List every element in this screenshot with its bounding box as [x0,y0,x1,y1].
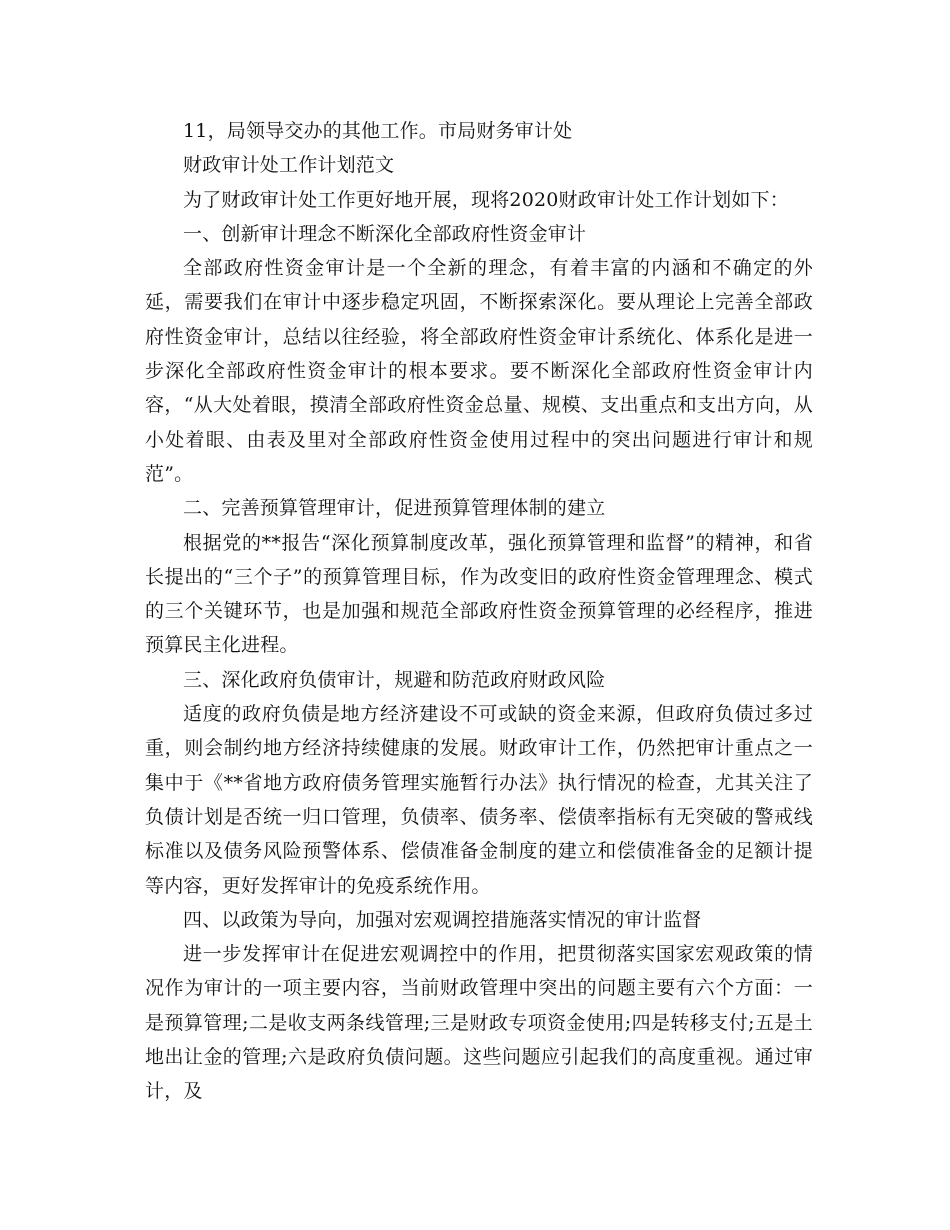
section-title: 财政审计处工作计划范文 [183,154,395,177]
document-body [145,114,813,1109]
heading-2: 二、完善预算管理审计，促进预算管理体制的建立 [183,497,606,520]
intro-paragraph: 为了财政审计处工作更好地开展，现将2020财政审计处工作计划如下： [183,188,789,211]
body-paragraph-4: 进一步发挥审计在促进宏观调控中的作用，把贯彻落实国家宏观政策的情况作为审计的一项主要内容，当前财政管理中突出的问题主要有六个方面：一是预算管理;二是收支两条线管理;三是财政专项资金使用;四是转移支付;五是土地出让金的管理;六是政府负债问题。这些问题应引起我们的高度重视。通过审计，及 [145,943,813,1103]
body-paragraph-2: 根据党的**报告“深化预算制度改革，强化预算管理和监督”的精神，和省长提出的“三个子”的预算管理目标，作为改变旧的政府性资金管理理念、模式的三个关键环节，也是加强和规范全部政府性资金预算管理的必经程序，推进预算民主化进程。 [145,531,813,657]
list-item-11: 11，局领导交办的其他工作。市局财务审计处 [183,120,573,142]
heading-3: 三、深化政府负债审计，规避和防范政府财政风险 [183,668,606,691]
heading-1: 一、创新审计理念不断深化全部政府性资金审计 [183,222,587,245]
body-paragraph-1: 全部政府性资金审计是一个全新的理念，有着丰富的内涵和不确定的外延，需要我们在审计中逐步稳定巩固，不断探索深化。要从理论上完善全部政府性资金审计，总结以往经验，将全部政府性资金审计系统化、体系化是进一步深化全部政府性资金审计的根本要求。要不断深化全部政府性资金审计内容，“从大处着眼，摸清全部政府性资金总量、规模、支出重点和支出方向，从小处着眼、由表及里对全部政府性资金使用过程中的突出问题进行审计和规范”。 [145,257,813,485]
heading-4: 四、以政策为导向，加强对宏观调控措施落实情况的审计监督 [183,908,702,931]
body-paragraph-3: 适度的政府负债是地方经济建设不可或缺的资金来源，但政府负债过多过重，则会制约地方经济持续健康的发展。财政审计工作，仍然把审计重点之一集中于《**省地方政府债务管理实施暂行办法》执行情况的检查，尤其关注了负债计划是否统一归口管理，负债率、债务率、偿债率指标有无突破的警戒线标准以及债务风险预警体系、偿债准备金制度的建立和偿债准备金的足额计提等内容，更好发挥审计的免疫系统作用。 [145,703,813,897]
